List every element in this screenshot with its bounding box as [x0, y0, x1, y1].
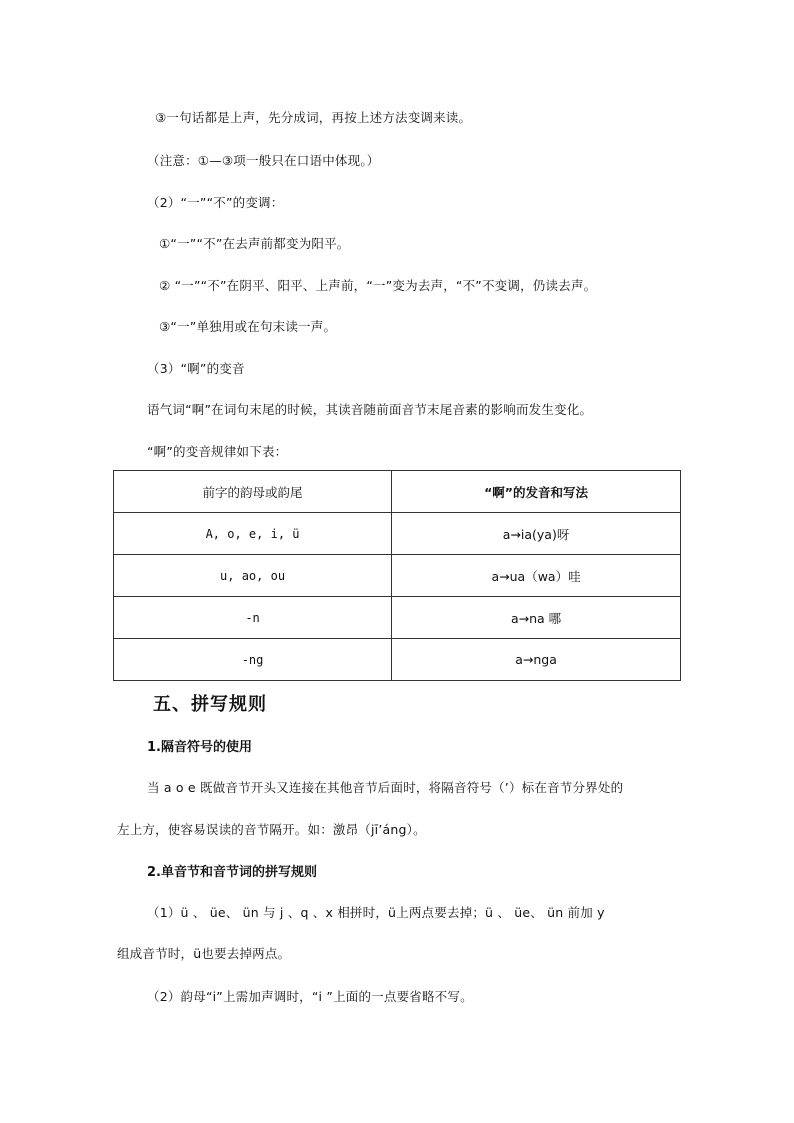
- text-line: ①“一”“不”在去声前都变为阳平。: [159, 236, 350, 251]
- table-cell: a→ia(ya)呀: [392, 513, 681, 555]
- table-header-row: [114, 471, 681, 513]
- section-title: 五、拼写规则: [153, 694, 267, 715]
- text-line: （1）ü 、 üe、 ün 与 j 、q 、x 相拼时，ü上两点要去掉；ü 、 üe、 ün 前加 y: [147, 905, 605, 920]
- text-line: ② “一”“不”在阴平、阳平、上声前，“一”变为去声，“不”不变调，仍读去声。: [159, 278, 597, 293]
- variation-table: [113, 470, 681, 681]
- table-cell: A, o, e, i, ü: [114, 513, 392, 555]
- table-cell: a→ua（wa）哇: [392, 555, 681, 597]
- subsection-title: 2.单音节和音节词的拼写规则: [147, 865, 317, 880]
- table-row: [114, 513, 681, 555]
- text-line: ③一句话都是上声，先分成词，再按上述方法变调来读。: [155, 110, 472, 125]
- subsection-title: 1.隔音符号的使用: [147, 740, 252, 755]
- text-line: （2）“一”“不”的变调：: [147, 195, 284, 210]
- table-cell: a→na 哪: [392, 597, 681, 639]
- text-line: 组成音节时，ü也要去掉两点。: [117, 946, 291, 961]
- text-line: 语气词“啊”在词句末尾的时候，其读音随前面音节末尾音素的影响而发生变化。: [147, 402, 593, 417]
- text-line: “啊”的变音规律如下表：: [147, 444, 288, 459]
- table-cell: -ng: [114, 639, 392, 681]
- text-line: ③“一”单独用或在句末读一声。: [159, 319, 337, 334]
- table-header-cell: “啊”的发音和写法: [392, 471, 681, 513]
- table-cell: -n: [114, 597, 392, 639]
- table-cell: a→nga: [392, 639, 681, 681]
- table-row: [114, 597, 681, 639]
- table-row: [114, 555, 681, 597]
- table-header-cell: 前字的韵母或韵尾: [114, 471, 392, 513]
- text-line: （2）韵母“i”上需加声调时，“i ”上面的一点要省略不写。: [147, 989, 473, 1004]
- table-cell: u, ao, ou: [114, 555, 392, 597]
- text-line: 当 a o e 既做音节开头又连接在其他音节后面时，将隔音符号（’）标在音节分界处的: [147, 780, 624, 795]
- text-line: 左上方，使容易误读的音节隔开。如：激昂（jī’áng）。: [117, 822, 426, 837]
- text-line: （注意：①—③项一般只在口语中体现。）: [147, 153, 380, 168]
- text-line: （3）“啊”的变音: [147, 361, 245, 376]
- table-row: [114, 639, 681, 681]
